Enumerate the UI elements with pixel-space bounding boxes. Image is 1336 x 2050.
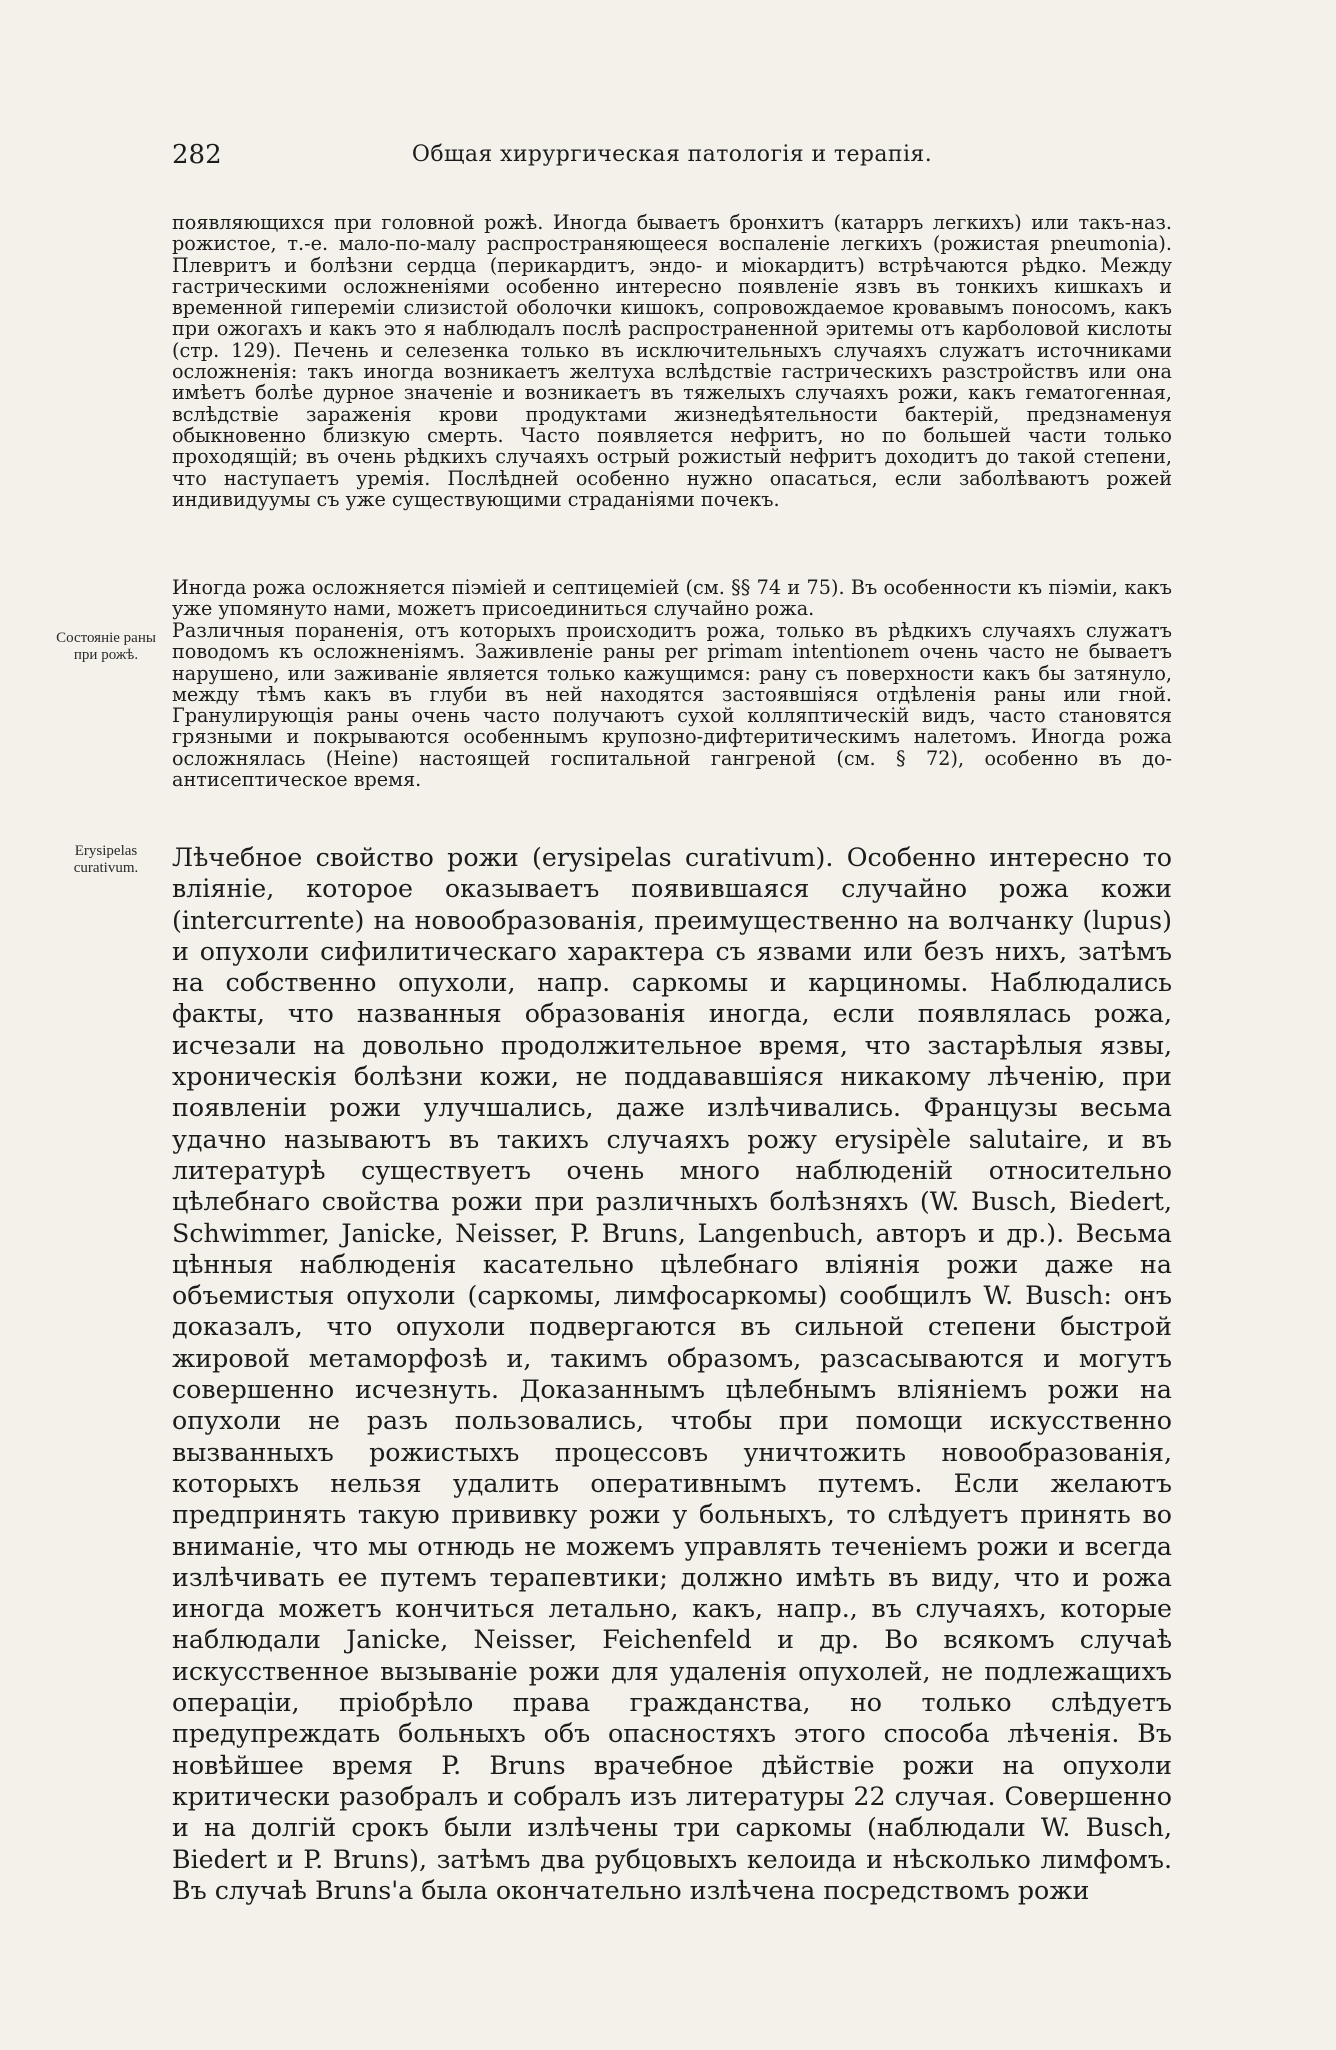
margin-note-wound-state: Состояніе раны при рожѣ. xyxy=(56,630,156,663)
paragraph-wound-state: Различныя пораненія, отъ которыхъ происходитъ рожа, только въ рѣдкихъ случаяхъ служатъ поводомъ къ осложненіямъ. Заживленіе раны per primam intentionem очень часто не бываетъ нарушено, или заживаніе является только кажущимся: рану съ поверхности какъ бы затянуло, между тѣмъ какъ въ глуби въ ней находятся застоявшіяся отдѣленія раны или гной. Гранулирующія раны очень часто получаютъ сухой колляптическій видъ, часто становятся грязными и покрываются особеннымъ крупозно-дифтеритическимъ налетомъ. Иногда рожа осложнялась (Heine) настоящей госпитальной гангреной (см. § 72), особенно въ до-антисептическое время. xyxy=(172,619,1172,792)
page-number: 282 xyxy=(172,140,222,170)
running-title: Общая хирургическая патологія и терапія. xyxy=(411,142,933,167)
paragraph-curative-erysipelas: Лѣчебное свойство рожи (erysipelas curativum). Особенно интересно то вліяніе, которое оказываетъ появившаяся случайно рожа кожи (intercurrente) на новообразованія, преимущественно на волчанку (lupus) и опухоли сифилитическаго характера съ язвами или безъ нихъ, затѣмъ на собственно опухоли, напр. саркомы и карциномы. Наблюдались факты, что названныя образованія иногда, если появлялась рожа, исчезали на довольно продолжительное время, что застарѣлыя язвы, хроническія болѣзни кожи, не поддававшіяся никакому лѣченію, при появленіи рожи улучшались, даже излѣчивались. Французы весьма удачно называютъ въ такихъ случаяхъ рожу erysipèle salutaire, и въ литературѣ существуетъ очень много наблюденій относительно цѣлебнаго свойства рожи при различныхъ болѣзняхъ (W. Busch, Biedert, Schwimmer, Janicke, Neisser, P. Bruns, Langenbuch, авторъ и др.). Весьма цѣнныя наблюденія касательно цѣлебнаго вліянія рожи даже на объемистыя опухоли (саркомы, лимфосаркомы) сообщилъ W. Busch: онъ доказалъ, что опухоли подвергаются въ сильной степени быстрой жировой метаморфозѣ и, такимъ образомъ, разсасываются и могутъ совершенно исчезнуть. Доказаннымъ цѣлебнымъ вліяніемъ рожи на опухоли не разъ пользовались, чтобы при помощи искусственно вызванныхъ рожистыхъ процессовъ уничтожить новообразованія, которыхъ нельзя удалить оперативнымъ путемъ. Если желаютъ предпринять такую прививку рожи у больныхъ, то слѣдуетъ принять во вниманіе, что мы отнюдь не можемъ управлять теченіемъ рожи и всегда излѣчивать ее путемъ терапевтики; должно имѣть въ виду, что и рожа иногда можетъ кончиться летально, какъ, напр., въ случаяхъ, которые наблюдали Janicke, Neisser, Feichenfeld и др. Во всякомъ случаѣ искусственное вызываніе рожи для удаленія опухолей, не подлежащихъ операціи, пріобрѣло права гражданства, но только слѣдуетъ предупреждать больныхъ объ опасностяхъ этого способа лѣченія. Въ новѣйшее время P. Bruns врачебное дѣйствіе рожи на опухоли критически разобралъ и собралъ изъ литературы 22 случая. Совершенно и на долгій срокъ были излѣчены три саркомы (наблюдали W. Busch, Biedert и P. Bruns), затѣмъ два рубцовыхъ келоида и нѣсколько лимфомъ. Въ случаѣ Bruns'а была окончательно излѣчена посредствомъ рожи xyxy=(172,843,1172,1905)
page-header xyxy=(172,140,1172,174)
margin-note-erysipelas-curativum: Erysipelas curativum. xyxy=(73,843,139,876)
paragraph-complications: появляющихся при головной рожѣ. Иногда бываетъ бронхитъ (катарръ легкихъ) или такъ-наз. рожистое, т.-е. мало-по-малу распространяющееся воспаленіе легкихъ (рожистая pneumonia). Плевритъ и болѣзни сердца (перикардитъ, эндо- и міокардитъ) встрѣчаются рѣдко. Между гастрическими осложненіями особенно интересно появленіе язвъ въ тонкихъ кишкахъ и временной гипереміи слизистой оболочки кишокъ, сопровождаемое кровавымъ поносомъ, какъ при ожогахъ и какъ это я наблюдалъ послѣ распространенной эритемы отъ карболовой кислоты (стр. 129). Печень и селезенка только въ исключительныхъ случаяхъ служатъ источниками осложненія: такъ иногда возникаетъ желтуха вслѣдствіе гастрическихъ разстройствъ или она имѣетъ болѣе дурное значеніе и возникаетъ въ тяжелыхъ случаяхъ рожи, какъ гематогенная, вслѣдствіе зараженія крови продуктами жизнедѣятельности бактерій, предзнаменуя обыкновенно близкую смерть. Часто появляется нефритъ, но по большей части только проходящій; въ очень рѣдкихъ случаяхъ острый рожистый нефритъ доходитъ до такой степени, что наступаетъ уремія. Послѣдней особенно нужно опасаться, если заболѣваютъ рожей индивидуумы съ уже существующими страданіями почекъ. xyxy=(172,211,1172,511)
paragraph-pyemia: Иногда рожа осложняется піэміей и септицеміей (см. §§ 74 и 75). Въ особенности къ піэміи, какъ уже упомянуто нами, можетъ присоединиться случайно рожа. xyxy=(172,576,1172,621)
